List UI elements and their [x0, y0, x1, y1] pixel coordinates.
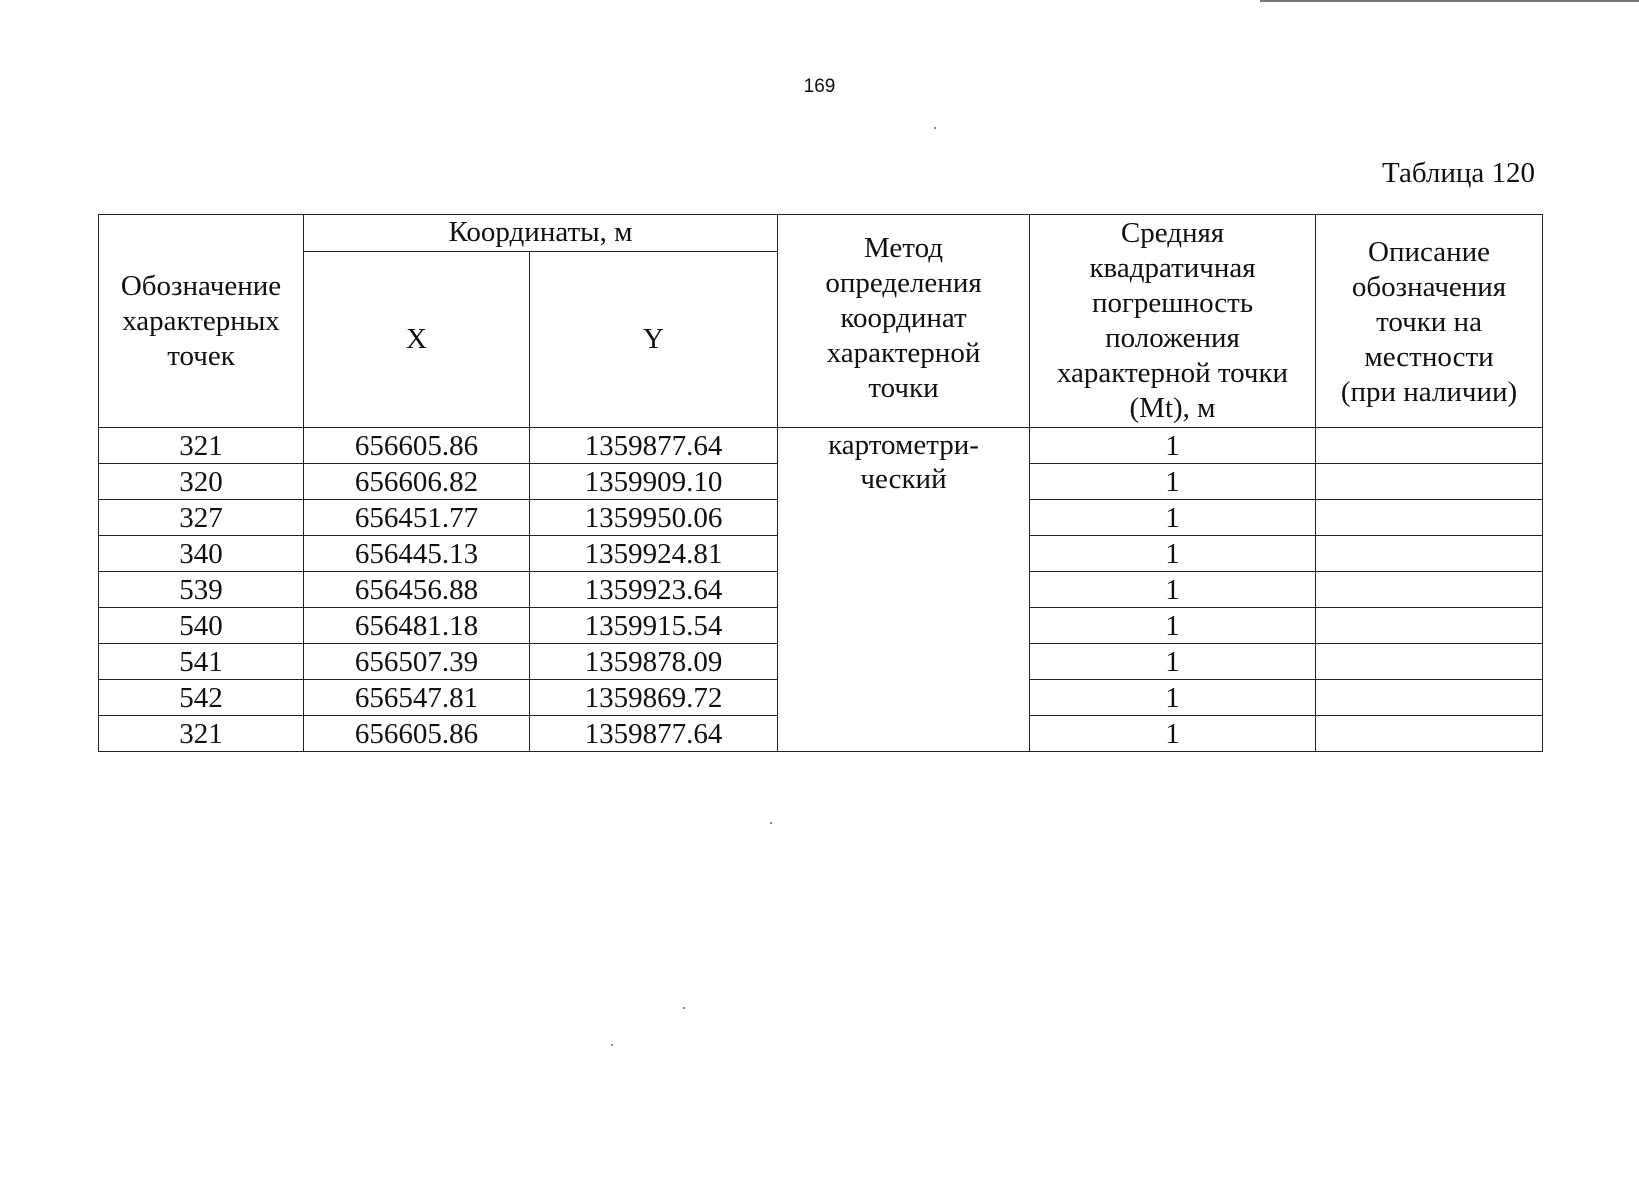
- cell-y: 1359923.64: [530, 572, 778, 608]
- header-rms-error: [1030, 215, 1316, 428]
- header-line: характерной: [826, 337, 981, 369]
- header-description: [1316, 215, 1543, 428]
- scan-speck: [683, 1007, 685, 1009]
- cell-description: [1316, 428, 1543, 464]
- method-line: картометри-: [828, 429, 979, 461]
- cell-x: 656507.39: [304, 644, 530, 680]
- cell-y: 1359909.10: [530, 464, 778, 500]
- header-line: Обозначение: [120, 269, 282, 302]
- page-number: 169: [803, 76, 836, 97]
- header-line: обозначения: [1351, 271, 1507, 303]
- cell-description: [1316, 608, 1543, 644]
- cell-description: [1316, 500, 1543, 536]
- cell-x: 656606.82: [304, 464, 530, 500]
- cell-x: 656605.86: [304, 716, 530, 752]
- cell-mt: 1: [1030, 500, 1316, 536]
- header-point-designation: [99, 215, 304, 428]
- cell-point: 541: [99, 644, 304, 680]
- cell-mt: 1: [1030, 608, 1316, 644]
- cell-x: 656481.18: [304, 608, 530, 644]
- cell-y: 1359878.09: [530, 644, 778, 680]
- cell-point: 340: [99, 536, 304, 572]
- scan-speck: [770, 822, 772, 824]
- cell-y: 1359915.54: [530, 608, 778, 644]
- table-caption: Таблица 120: [1381, 157, 1535, 189]
- header-line: определения: [825, 267, 982, 299]
- cell-y: 1359869.72: [530, 680, 778, 716]
- header-line: квадратичная: [1089, 252, 1256, 284]
- cell-description: [1316, 644, 1543, 680]
- cell-method: [778, 428, 1030, 752]
- header-x: X: [304, 252, 530, 428]
- cell-mt: 1: [1030, 464, 1316, 500]
- header-y: Y: [530, 252, 778, 428]
- cell-x: 656456.88: [304, 572, 530, 608]
- cell-point: 539: [99, 572, 304, 608]
- cell-mt: 1: [1030, 536, 1316, 572]
- cell-x: 656451.77: [304, 500, 530, 536]
- cell-description: [1316, 536, 1543, 572]
- header-line: местности: [1364, 341, 1494, 373]
- scan-speck: [934, 127, 936, 129]
- cell-mt: 1: [1030, 644, 1316, 680]
- header-line: координат: [840, 302, 967, 334]
- cell-description: [1316, 464, 1543, 500]
- header-line: точки на: [1376, 306, 1482, 338]
- method-line: ческий: [860, 463, 947, 495]
- header-line: характерных: [122, 304, 280, 337]
- header-line: (при наличии): [1340, 376, 1518, 408]
- cell-y: 1359877.64: [530, 716, 778, 752]
- cell-y: 1359924.81: [530, 536, 778, 572]
- scan-speck: [611, 1044, 613, 1046]
- header-line: характерной точки: [1056, 357, 1289, 389]
- cell-point: 321: [99, 716, 304, 752]
- header-line: положения: [1105, 322, 1240, 354]
- header-coordinates: Координаты, м: [304, 215, 778, 252]
- scan-top-rule: [1260, 0, 1639, 2]
- header-line: погрешность: [1091, 287, 1254, 319]
- cell-mt: 1: [1030, 572, 1316, 608]
- cell-point: 321: [99, 428, 304, 464]
- cell-description: [1316, 680, 1543, 716]
- cell-point: 540: [99, 608, 304, 644]
- cell-mt: 1: [1030, 716, 1316, 752]
- cell-point: 320: [99, 464, 304, 500]
- cell-x: 656445.13: [304, 536, 530, 572]
- cell-x: 656605.86: [304, 428, 530, 464]
- header-line: точки: [868, 372, 939, 404]
- cell-description: [1316, 716, 1543, 752]
- cell-mt: 1: [1030, 680, 1316, 716]
- coordinates-table: [98, 214, 1543, 752]
- header-line: Описание: [1368, 236, 1491, 268]
- cell-mt: 1: [1030, 428, 1316, 464]
- cell-description: [1316, 572, 1543, 608]
- header-line: (Mt), м: [1129, 392, 1216, 424]
- header-line: Метод: [864, 232, 944, 264]
- cell-point: 327: [99, 500, 304, 536]
- table-row: [99, 428, 1543, 464]
- header-line: Средняя: [1120, 217, 1225, 249]
- cell-x: 656547.81: [304, 680, 530, 716]
- cell-y: 1359877.64: [530, 428, 778, 464]
- header-method: [778, 215, 1030, 428]
- header-line: точек: [167, 339, 235, 372]
- cell-y: 1359950.06: [530, 500, 778, 536]
- cell-point: 542: [99, 680, 304, 716]
